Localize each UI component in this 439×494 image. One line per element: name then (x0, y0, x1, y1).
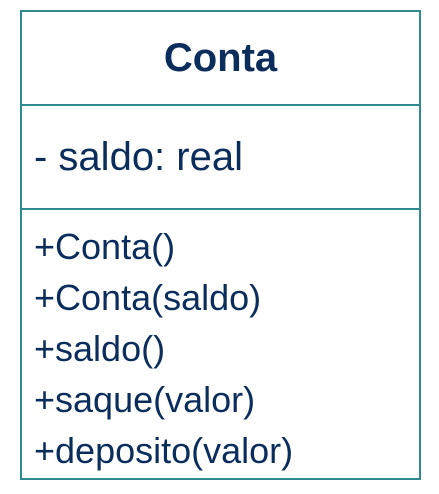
operation-saldo: +saldo() (34, 328, 166, 369)
operation-saque: +saque(valor) (34, 379, 256, 420)
operation-conta-saldo-constructor: +Conta(saldo) (34, 277, 262, 318)
operation-conta-constructor: +Conta() (34, 226, 176, 267)
attribute-saldo: - saldo: real (34, 134, 243, 179)
class-name-compartment (22, 12, 419, 106)
uml-class-box (20, 10, 421, 480)
operation-deposito: +deposito(valor) (34, 430, 294, 471)
attributes-compartment (22, 106, 419, 210)
operations-compartment (22, 210, 419, 478)
class-name: Conta (163, 35, 278, 80)
